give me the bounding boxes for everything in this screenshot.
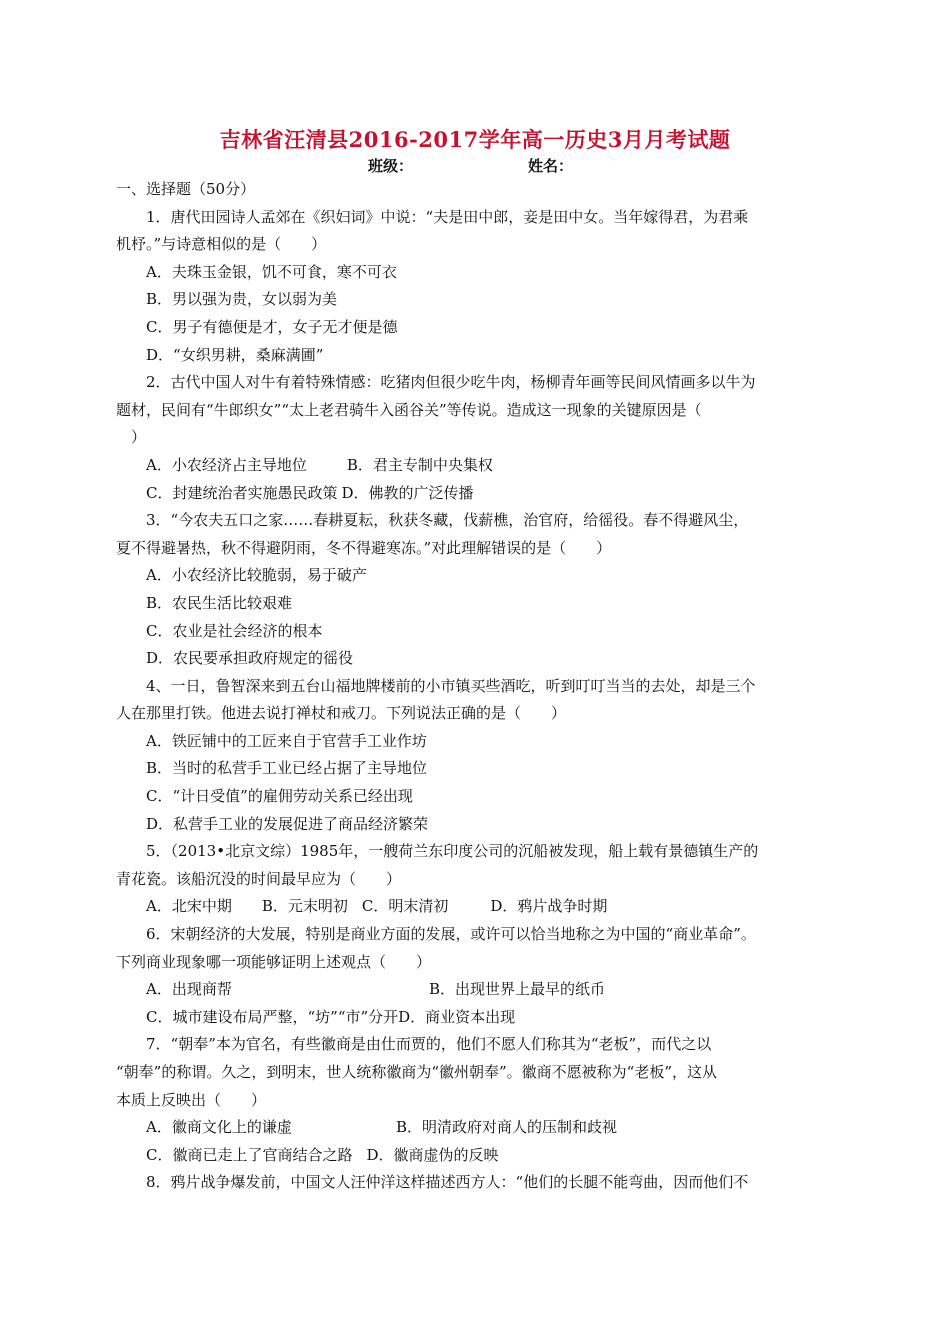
option-b: B．当时的私营手工业已经占据了主导地位 [146,759,428,778]
options-row [116,1142,846,1170]
question-stem-line: 8．鸦片战争爆发前，中国文人汪仲洋这样描述西方人：“他们的长腿不能弯曲，因而他们不 [146,1173,749,1192]
option-c: C．城市建设布局严整，“坊”“市”分开 [146,1007,399,1026]
option-a: A．铁匠铺中的工匠来自于官营手工业作坊 [146,731,427,750]
option-c: C．徽商已走上了官商结合之路 [146,1145,353,1164]
option-a: A．小农经济占主导地位 [146,455,307,474]
name-label: 姓名： [528,157,574,175]
exam-body [116,176,846,1197]
option-b: B．农民生活比较艰难 [146,593,293,612]
question-stem-line: 7．“朝奉”本为官名，有些徽商是由仕而贾的，他们不愿人们称其为“老板”，而代之以 [146,1035,712,1054]
option-c: C．封建统治者实施愚民政策 [146,483,338,502]
question-stem-line: “朝奉”的称谓。久之，到明末，世人统称徽商为“徽州朝奉”。徽商不愿被称为“老板”，这从 [116,1063,718,1081]
question-stem-line: 5．（2013•北京文综）1985年，一艘荷兰东印度公司的沉船被发现，船上载有景德镇生产的 [146,842,759,861]
question-6 [116,921,846,1031]
option-c: C．农业是社会经济的根本 [146,621,323,640]
question-stem-line: 本质上反映出（ ） [116,1090,267,1109]
question-stem-line: ） [116,428,147,447]
question-stem-line: 3．“今农夫五口之家……春耕夏耘，秋获冬藏，伐薪樵，治官府，给徭役。春不得避风尘， [146,511,749,530]
option-a: A．出现商帮 [146,980,232,999]
exam-title: 吉林省汪清县2016-2017学年高一历史3月月考试题 [219,127,731,152]
question-4 [116,673,846,839]
question-stem-line: 夏不得避暑热，秋不得避阴雨，冬不得避寒冻。”对此理解错误的是（ ） [116,538,612,557]
option-a: A．小农经济比较脆弱，易于破产 [146,566,367,585]
option-d: D．徽商虚伪的反映 [366,1145,499,1164]
option-b: B．元末明初 [261,897,348,916]
option-c: C．男子有德便是才，女子无才便是德 [146,317,398,336]
option-d: D．农民要承担政府规定的徭役 [146,649,354,668]
option-d: D．鸦片战争时期 [490,897,608,916]
options-row [116,1004,846,1032]
option-d: D．私营手工业的发展促进了商品经济繁荣 [146,814,429,833]
option-b: B．男以强为贵，女以弱为美 [146,290,338,309]
option-a: A．北宋中期 [146,897,232,916]
option-b: B．出现世界上最早的纸币 [429,980,606,999]
class-label: 班级： [368,157,414,175]
option-a: A．徽商文化上的谦虚 [146,1118,292,1137]
question-7 [116,1031,846,1169]
section-heading: 一、选择题（50分） [116,180,256,198]
question-stem-line: 2．古代中国人对牛有着特殊情感：吃猪肉但很少吃牛肉，杨柳青年画等民间风情画多以牛为 [146,373,756,392]
options-row [116,976,846,1004]
options-row [116,1114,846,1142]
options-row [116,893,846,921]
question-stem-line: 青花瓷。该船沉没的时间最早应为（ ） [116,869,402,888]
options-row [116,452,846,480]
option-d: D．商业资本出现 [398,1007,516,1026]
question-2 [116,369,846,507]
question-stem-line: 人在那里打铁。他进去说打禅杖和戒刀。下列说法正确的是（ ） [116,704,567,723]
option-c: C．明末清初 [361,897,449,916]
question-5 [116,838,846,921]
option-d: D．佛教的广泛传播 [341,483,474,502]
option-c: C．“计日受值”的雇佣劳动关系已经出现 [146,787,413,806]
question-stem-line: 下列商业现象哪一项能够证明上述观点（ ） [116,952,432,971]
question-8 [116,1169,846,1197]
question-3 [116,507,846,673]
option-a: A．夫珠玉金银，饥不可食，寒不可衣 [146,262,397,281]
question-stem-line: 1．唐代田园诗人孟郊在《织妇词》中说：“夫是田中郎，妾是田中女。当年嫁得君，为君乘 [146,207,749,226]
question-stem-line: 机杼。”与诗意相似的是（ ） [116,235,327,254]
question-stem-line: 6．宋朝经济的大发展，特别是商业方面的发展，或许可以恰当地称之为中国的“商业革命”。 [146,925,756,944]
question-stem-line: 4、一日，鲁智深来到五台山福地牌楼前的小市镇买些酒吃，听到叮叮当当的去处，却是三个 [146,676,756,695]
option-d: D．“女织男耕，桑麻满圃” [146,345,324,364]
question-1 [116,204,846,370]
options-row [116,480,846,508]
option-b: B．君主专制中央集权 [346,455,493,474]
question-stem-line: 题材，民间有“牛郎织女”“太上老君骑牛入函谷关”等传说。造成这一现象的关键原因是（ [116,400,702,419]
option-b: B．明清政府对商人的压制和歧视 [396,1118,618,1137]
